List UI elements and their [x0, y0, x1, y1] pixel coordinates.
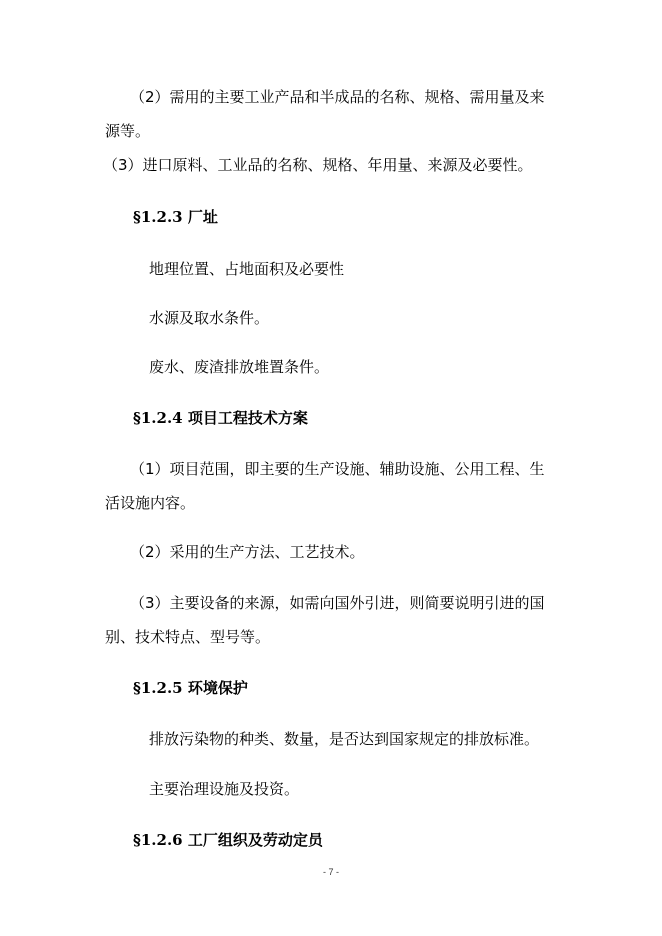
page-number: - 7 - — [322, 867, 339, 877]
paragraph-line: （3）主要设备的来源，如需向国外引进，则简要说明引进的国 — [130, 594, 545, 612]
paragraph-line: 排放污染物的种类、数量，是否达到国家规定的排放标准。 — [149, 730, 540, 748]
paragraph-line: 水源及取水条件。 — [149, 309, 270, 327]
paragraph-line: 地理位置、占地面积及必要性 — [149, 260, 345, 278]
section-heading: §1.2.4 项目工程技术方案 — [133, 409, 308, 427]
paragraph-line: 废水、废渣排放堆置条件。 — [149, 358, 330, 376]
section-heading: §1.2.6 工厂组织及劳动定员 — [133, 831, 323, 849]
paragraph-line: （3）进口原料、工业品的名称、规格、年用量、来源及必要性。 — [103, 156, 533, 174]
paragraph-line: 源等。 — [105, 122, 151, 140]
paragraph-line: 主要治理设施及投资。 — [149, 780, 300, 798]
paragraph-line: （1）项目范围，即主要的生产设施、辅助设施、公用工程、生 — [130, 460, 545, 478]
section-heading: §1.2.3 厂址 — [133, 208, 218, 226]
section-heading: §1.2.5 环境保护 — [133, 679, 248, 697]
paragraph-line: （2）采用的生产方法、工艺技术。 — [130, 543, 365, 561]
paragraph-line: （2）需用的主要工业产品和半成品的名称、规格、需用量及来 — [130, 88, 545, 106]
paragraph-line: 活设施内容。 — [105, 494, 196, 512]
paragraph-line: 别、技术特点、型号等。 — [105, 628, 271, 646]
